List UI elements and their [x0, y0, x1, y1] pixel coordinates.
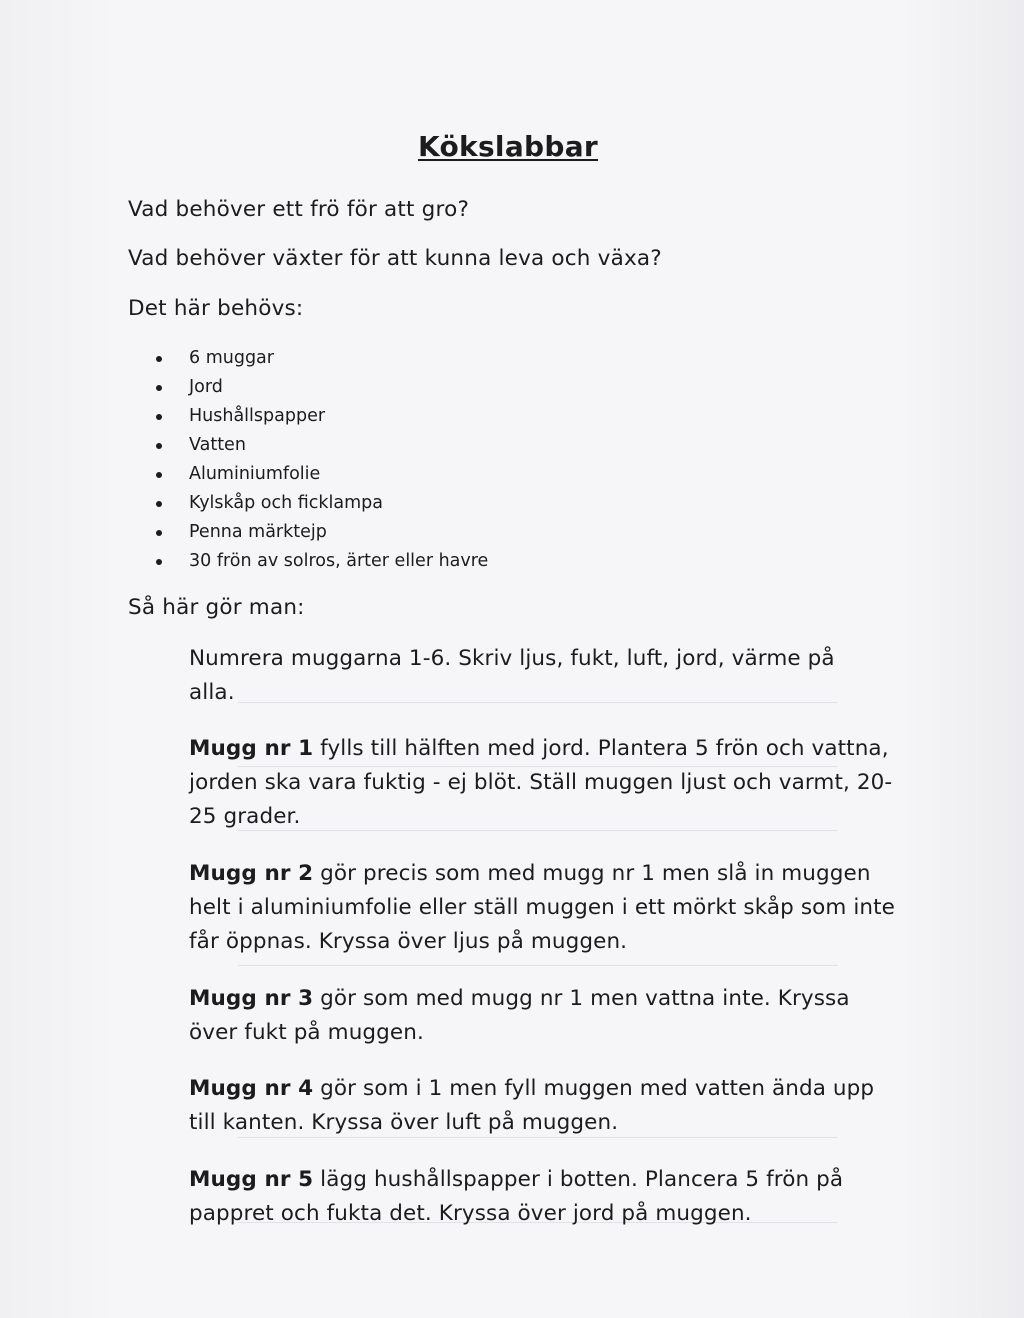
materials-heading: Det här behövs: [128, 296, 304, 321]
step-text: gör som med mugg nr 1 men vattna inte. Kryssa över fukt på muggen. [189, 986, 850, 1045]
list-item: Jord [152, 373, 488, 402]
question-plant-needs: Vad behöver växter för att kunna leva och växa? [128, 246, 662, 271]
materials-list [152, 344, 488, 576]
step-text: gör precis som med mugg nr 1 men slå in muggen helt i aluminiumfolie eller ställ muggen i ett mörkt skåp som inte får öppnas. Kryssa över ljus på muggen. [189, 861, 896, 954]
bullet-icon [156, 414, 162, 420]
bullet-icon [156, 443, 162, 449]
instructions-heading: Så här gör man: [128, 595, 305, 620]
list-item: Vatten [152, 431, 488, 460]
step-text: lägg hushållspapper i botten. Plancera 5 frön på pappret och fukta det. Kryssa över jord på muggen. [189, 1167, 844, 1226]
list-item: Aluminiumfolie [152, 460, 488, 489]
step-mugg-5 [189, 1163, 899, 1231]
step-text: fylls till hälften med jord. Plantera 5 frön och vattna, jorden ska vara fuktig - ej blöt. Ställ muggen ljust och varmt, 20-25 grader. [189, 736, 893, 829]
list-item: Hushållspapper [152, 402, 488, 431]
bullet-icon [156, 530, 162, 536]
step-label: Mugg nr 3 [189, 986, 314, 1011]
list-item: 6 muggar [152, 344, 488, 373]
bullet-icon [156, 559, 162, 565]
list-item: Kylskåp och ficklampa [152, 489, 488, 518]
step-label: Mugg nr 1 [189, 736, 314, 761]
page-title: Kökslabbar [418, 130, 599, 163]
step-mugg-2 [189, 857, 899, 959]
step-mugg-3 [189, 982, 899, 1050]
step-text: gör som i 1 men fyll muggen med vatten ända upp till kanten. Kryssa över luft på muggen. [189, 1076, 875, 1135]
step-label: Mugg nr 5 [189, 1167, 314, 1192]
bullet-icon [156, 385, 162, 391]
step-label: Mugg nr 2 [189, 861, 314, 886]
step-mugg-1 [189, 732, 899, 834]
list-item: 30 frön av solros, ärter eller havre [152, 547, 488, 576]
step-label: Mugg nr 4 [189, 1076, 314, 1101]
step-mugg-4 [189, 1072, 899, 1140]
bullet-icon [156, 501, 162, 507]
question-seed-germination: Vad behöver ett frö för att gro? [128, 197, 470, 222]
list-item: Penna märktejp [152, 518, 488, 547]
bullet-icon [156, 472, 162, 478]
step-intro: Numrera muggarna 1-6. Skriv ljus, fukt, luft, jord, värme på alla. [189, 646, 835, 705]
bleed-through-line [238, 965, 838, 966]
bullet-icon [156, 356, 162, 362]
